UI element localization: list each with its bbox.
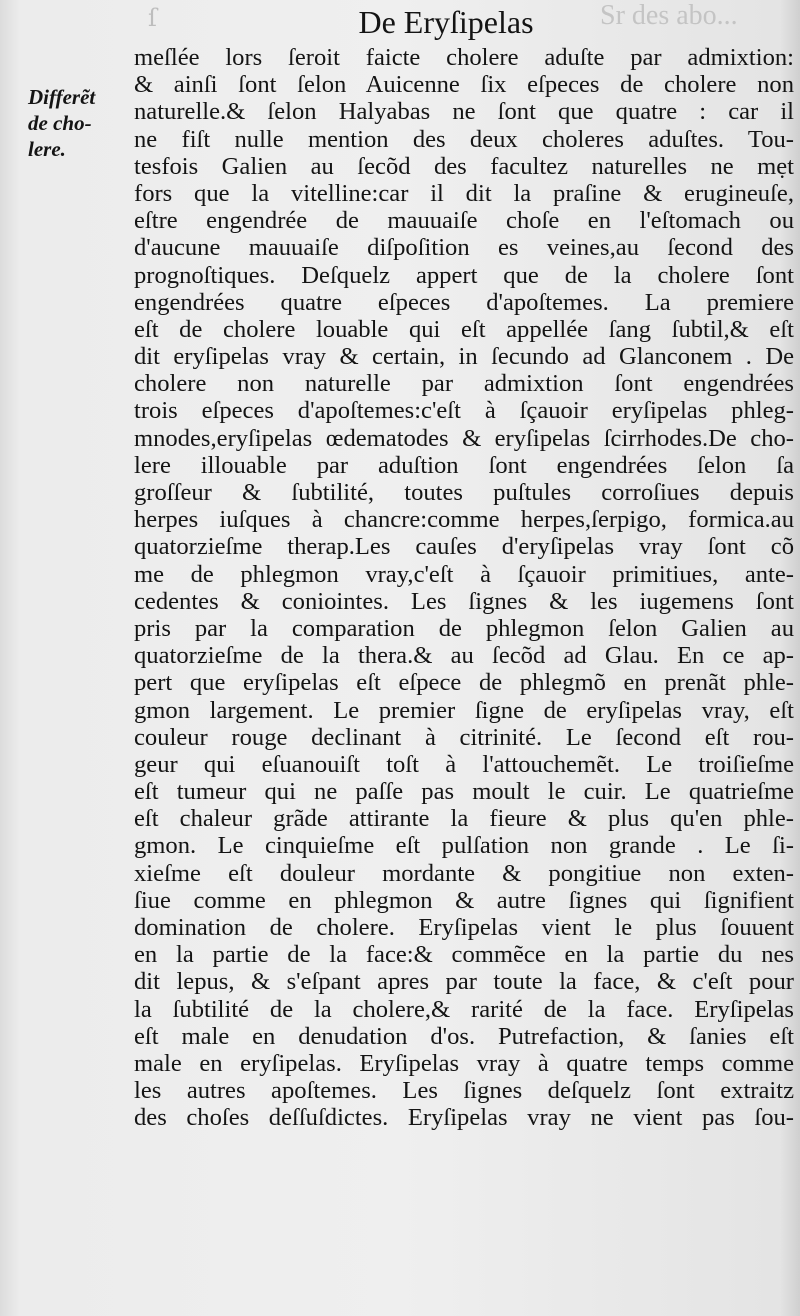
text-line: mnodes,eryſipelas œdematodes & eryſipelas ſcirrhodes.De cho- — [134, 424, 794, 452]
text-line: engendrées quatre eſpeces d'apoſtemes. La premiere — [134, 288, 794, 316]
text-line: groſſeur & ſubtilité, toutes puſtules corroſiues depuis — [134, 479, 794, 506]
text-line: quatorzieſme de la thera.& au ſecõd ad Glau. En ce ap- — [134, 642, 794, 670]
text-line: trois eſpeces d'apoſtemes:c'eſt à ſçauoir eryſipelas phleg- — [134, 397, 794, 425]
text-line: eſt tumeur qui ne paſſe pas moult le cuir. Le quatrieſme — [134, 778, 794, 806]
text-line: en la partie de la face:& commẽce en la partie du nes — [134, 941, 794, 969]
text-line: eſtre engendrée de mauuaiſe choſe en l'eſtomach ou — [134, 207, 794, 235]
text-line: meſlée lors ſeroit faicte cholere aduſte par admixtion: — [134, 44, 794, 71]
text-line: herpes iuſques à chancre:comme herpes,ſerpigo, formica.au — [134, 506, 794, 534]
text-line: la ſubtilité de la cholere,& rarité de la face. Eryſipelas — [134, 995, 794, 1023]
text-line: pert que eryſipelas eſt eſpece de phlegmõ en prenãt phle- — [134, 669, 794, 697]
text-line: cedentes & coniointes. Les ſignes & les iugemens ſont — [134, 587, 794, 615]
text-line: quatorzieſme therap.Les cauſes d'eryſipelas vray ſont cõ — [134, 533, 794, 561]
text-line: male en eryſipelas. Eryſipelas vray à quatre temps comme — [134, 1049, 794, 1077]
text-line: eſt de cholere louable qui eſt appellée ſang ſubtil,& eſt — [134, 315, 794, 343]
text-line: ne fiſt nulle mention des deux choleres aduſtes. Tou- — [134, 125, 794, 153]
text-line: ſiue comme en phlegmon & autre ſignes qui ſignifient — [134, 886, 794, 914]
text-line: d'aucune mauuaiſe diſpoſition es veines,au ſecond des — [134, 234, 794, 262]
bleed-through-mark: ſ — [148, 4, 157, 32]
text-line: eſt male en denudation d'os. Putrefaction, & ſanies eſt — [134, 1022, 794, 1050]
margin-note — [28, 84, 128, 162]
margin-note-line: lere. — [28, 137, 66, 161]
bleed-through-text: Sr des abo... — [600, 0, 738, 31]
text-line: fors que la vitelline:car il dit la praſine & erugineuſe, — [134, 179, 794, 207]
text-line: dit lepus, & s'eſpant apres par toute la face, & c'eſt pour — [134, 968, 794, 996]
text-line: les autres apoſtemes. Les ſignes deſquelz ſont extraitz — [134, 1077, 794, 1105]
text-line: des choſes deſſuſdictes. Eryſipelas vray ne vient pas ſou- — [134, 1104, 794, 1132]
text-line: dit eryſipelas vray & certain, in ſecundo ad Glanconem . De — [134, 343, 794, 371]
text-line: prognoſtiques. Deſquelz appert que de la cholere ſont — [134, 261, 794, 289]
running-header: De Eryſipelas — [358, 4, 534, 40]
text-line: eſt chaleur grãde attirante la fieure & plus qu'en phle- — [134, 805, 794, 833]
margin-note-line: Differẽt — [28, 85, 96, 109]
text-line: me de phlegmon vray,c'eſt à ſçauoir primitiues, ante- — [134, 560, 794, 588]
text-line: gmon. Le cinquieſme eſt pulſation non grande . Le ſi- — [134, 832, 794, 860]
text-line: gmon largement. Le premier ſigne de eryſipelas vray, eſt — [134, 696, 794, 724]
text-line: couleur rouge declinant à citrinité. Le ſecond eſt rou- — [134, 723, 794, 751]
text-line: geur qui eſuanouiſt toſt à l'attouchemẽt. Le troiſieſme — [134, 750, 794, 778]
margin-note-line: de cho- — [28, 111, 92, 135]
body-text — [134, 44, 794, 1132]
text-line: & ainſi ſont ſelon Auicenne ſix eſpeces de cholere non — [134, 71, 794, 99]
text-line: tesfois Galien au ſecõd des facultez naturelles ne mẹt — [134, 152, 794, 180]
text-line: pris par la comparation de phlegmon ſelon Galien au — [134, 614, 794, 642]
text-line: lere illouable par aduſtion ſont engendrées ſelon ſa — [134, 451, 794, 479]
text-line: naturelle.& ſelon Halyabas ne ſont que quatre : car il — [134, 98, 794, 126]
text-line: domination de cholere. Eryſipelas vient le plus ſouuent — [134, 914, 794, 941]
text-line: xieſme eſt douleur mordante & pongitiue non exten- — [134, 859, 794, 887]
text-line: cholere non naturelle par admixtion ſont engendrées — [134, 370, 794, 398]
